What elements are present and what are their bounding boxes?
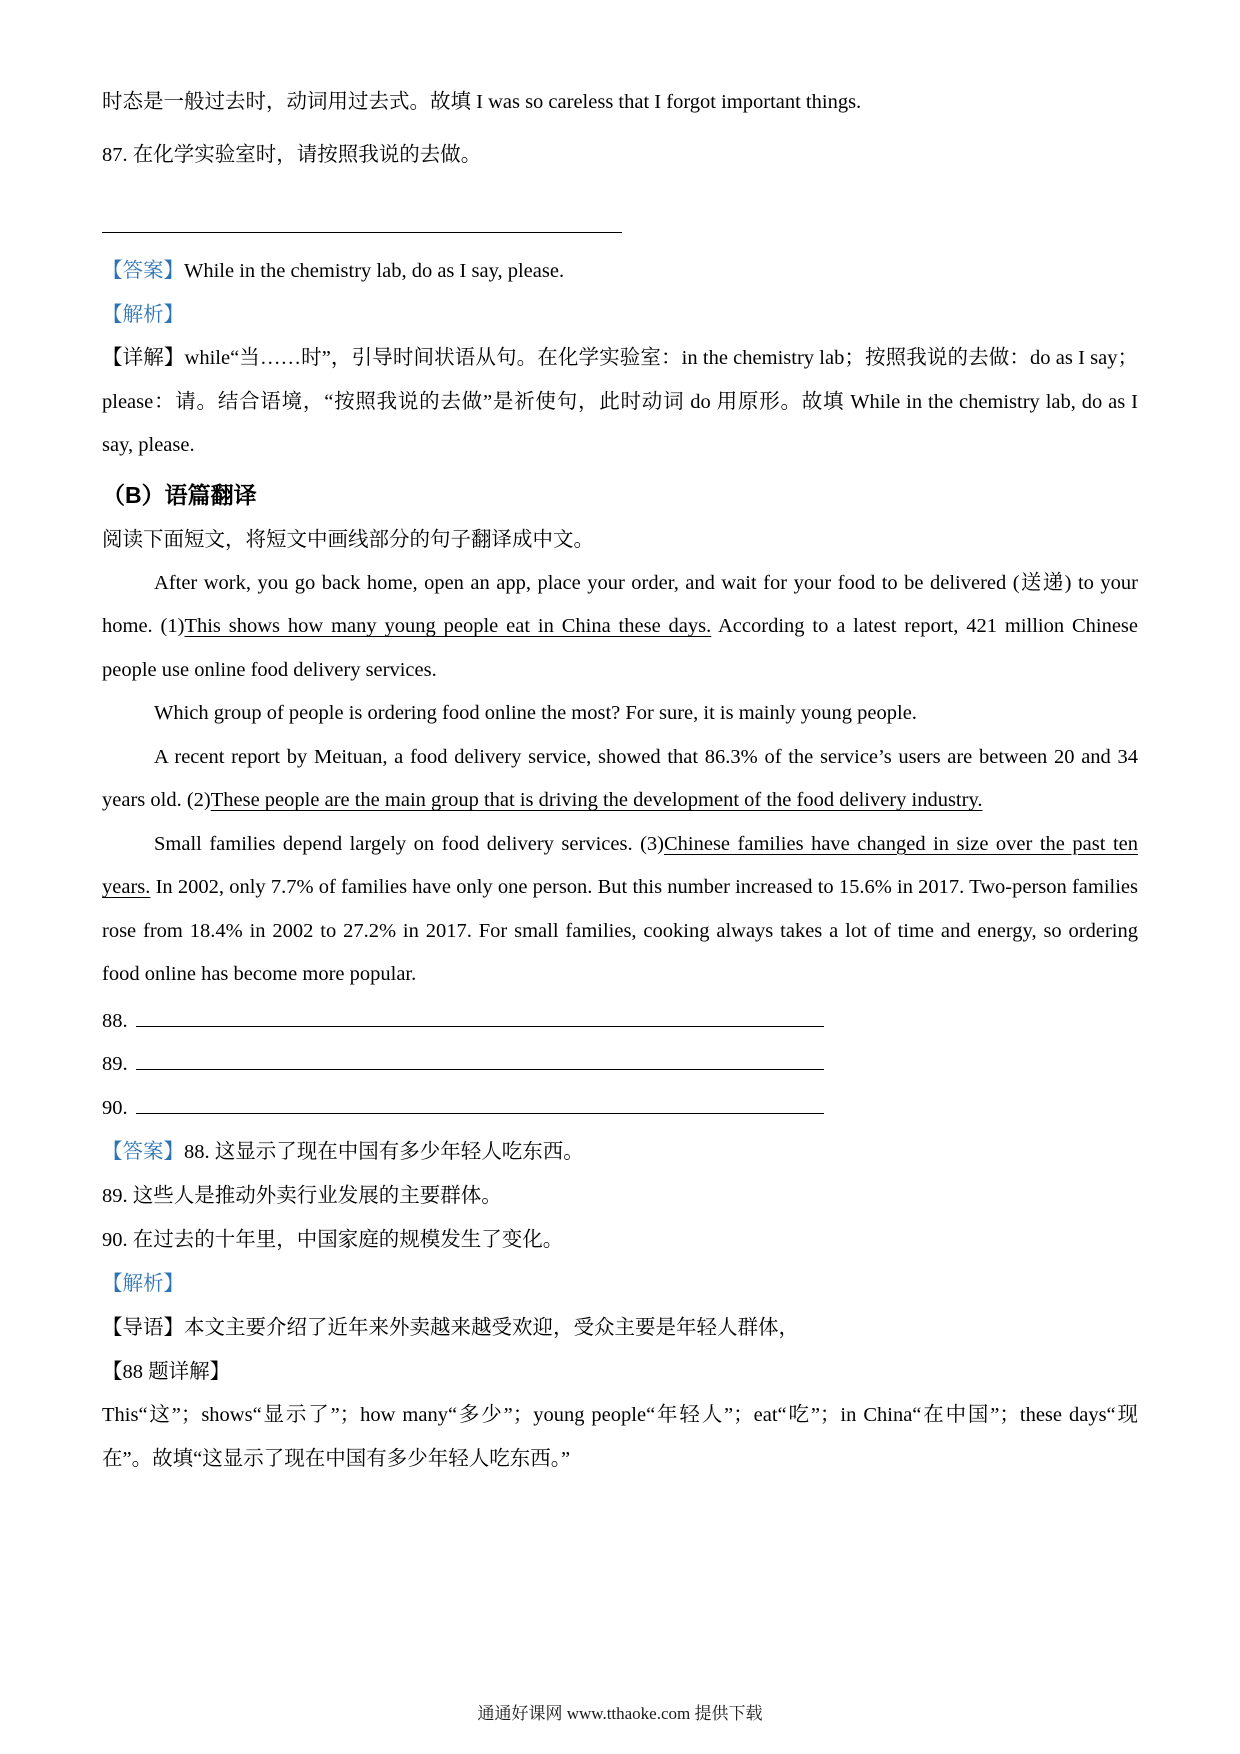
answer-marker: 【答案】 <box>102 260 184 282</box>
blank-underline-89 <box>136 1069 824 1070</box>
analysis-marker-b: 【解析】 <box>102 1273 184 1295</box>
blank-underline-88 <box>136 1026 824 1027</box>
intro-line <box>102 1306 1138 1350</box>
q88-detail-marker-line <box>102 1350 1138 1394</box>
q88-detail-paragraph: This“这”；shows“显示了”；how many“多少”；young people“年轻人”；eat“吃”；in China“在中国”；these days“现在”。故填“这显示了现在中国有多少年轻人吃东西。” <box>102 1404 1138 1470</box>
passage-p3-underlined-sentence: These people are the main group that is driving the development of the food delivery industry. <box>210 789 983 811</box>
passage-paragraph-4 <box>102 823 1138 997</box>
analysis-line-b <box>102 1262 1138 1306</box>
passage-p1-post: According to a latest report, 421 million Chinese people use online food delivery services. <box>102 615 1139 681</box>
detail-text-87: while“当……时”，引导时间状语从句。在化学实验室：in the chemistry lab；按照我说的去做：do as I say；please：请。结合语境，“按照我说的去做”是祈使句，此时动词 do 用原形。故填 While in the chemistry lab, do as I say, please. <box>102 347 1139 456</box>
answers-marker: 【答案】 <box>102 1141 184 1163</box>
question-87: 87. 在化学实验室时，请按照我说的去做。 <box>102 144 482 166</box>
passage-paragraph-2: Which group of people is ordering food online the most? For sure, it is mainly young people. <box>154 702 917 724</box>
answer-text-90: 90. 在过去的十年里，中国家庭的规模发生了变化。 <box>102 1229 564 1251</box>
blank-number-88: 88. <box>102 1009 128 1032</box>
detail-marker: 【详解】 <box>102 347 185 369</box>
answer-text-87: While in the chemistry lab, do as I say, please. <box>184 260 565 282</box>
passage-p4-pre: Small families depend largely on food delivery services. <box>154 832 641 855</box>
answers-line-88 <box>102 1130 1138 1174</box>
passage-p1-pre: After work, you go back home, open an app, place your order, and wait for your food to be delivered (送递) to your home. <box>102 571 1138 637</box>
passage-paragraph-3 <box>102 736 1138 823</box>
passage-p4-underlined-sentence: Chinese families have changed in size over the past ten years. <box>102 832 1138 898</box>
answer-blank-90 <box>102 1087 1138 1131</box>
blank-underline-87 <box>102 232 622 233</box>
intro-text: 本文主要介绍了近年来外卖越来越受欢迎，受众主要是年轻人群体， <box>184 1317 799 1339</box>
passage-p4-post: In 2002, only 7.7% of families have only one person. But this number increased to 15.6% in 2017. Two-person families rose from 18.4% in 2002 to 27.2% in 2017. For small families, cooking always takes a lot of time and energy, so ordering food online has become more popular. <box>102 876 1138 985</box>
analysis-marker: 【解析】 <box>102 304 184 326</box>
passage-p4-number: (3) <box>640 832 664 855</box>
passage-p3-number: (2) <box>186 789 211 811</box>
section-b-instruction: 阅读下面短文，将短文中画线部分的句子翻译成中文。 <box>102 528 594 551</box>
answer-line-87 <box>102 249 1138 293</box>
passage-p1-number: (1) <box>160 615 185 637</box>
context-tail-line: 时态是一般过去时，动词用过去式。故填 I was so careless that I forgot important things. <box>102 91 862 113</box>
intro-marker: 【导语】 <box>102 1317 184 1339</box>
answer-text-88: 88. 这显示了现在中国有多少年轻人吃东西。 <box>184 1141 584 1163</box>
answer-blank-88 <box>102 1000 1138 1044</box>
answer-text-89: 89. 这些人是推动外卖行业发展的主要群体。 <box>102 1185 502 1207</box>
blank-number-89: 89. <box>102 1053 128 1075</box>
blank-underline-90 <box>136 1113 824 1114</box>
blank-number-90: 90. <box>102 1096 128 1119</box>
q88-detail-marker: 【88 题详解】 <box>102 1361 231 1383</box>
page-footer: 通通好课网 www.tthaoke.com 提供下载 <box>477 1704 763 1723</box>
passage-paragraph-1 <box>102 562 1138 693</box>
passage-p3-pre: A recent report by Meituan, a food delivery service, showed that 86.3% of the service’s users are between 20 and 34 years old. <box>102 745 1138 811</box>
section-b-heading: （B）语篇翻译 <box>102 481 257 508</box>
analysis-line-87 <box>102 293 1138 337</box>
answer-blank-87 <box>102 205 1138 249</box>
answer-blank-89 <box>102 1043 1138 1087</box>
detail-paragraph-87 <box>102 337 1138 468</box>
passage-p1-underlined-sentence: This shows how many young people eat in China these days. <box>184 615 712 637</box>
